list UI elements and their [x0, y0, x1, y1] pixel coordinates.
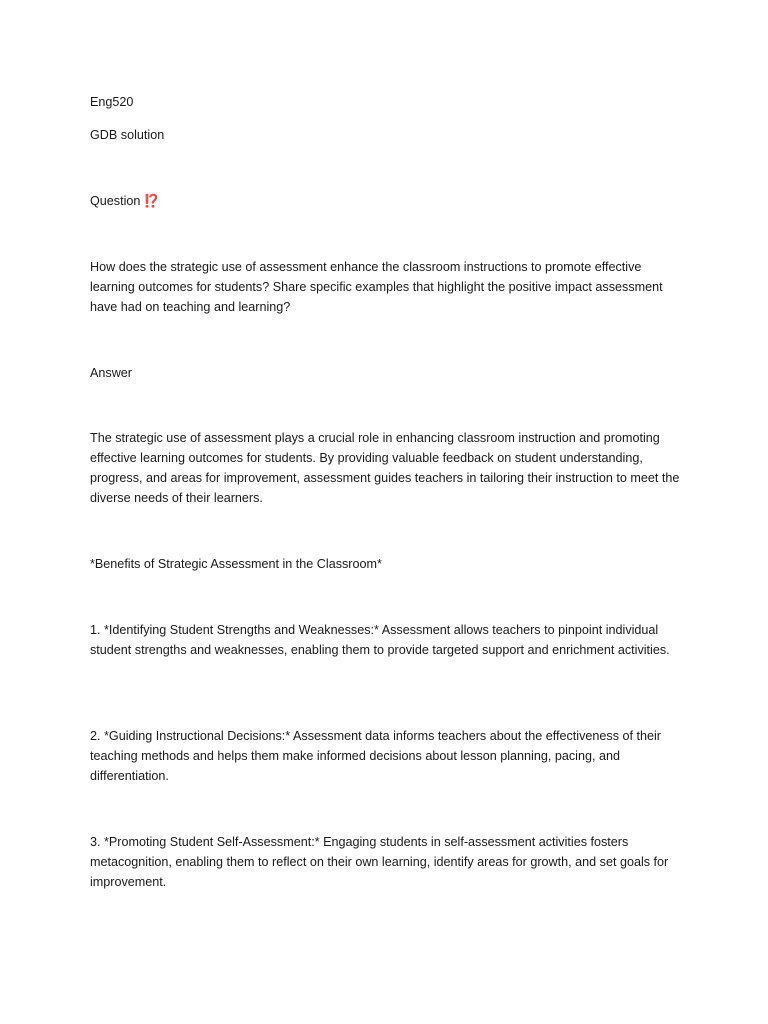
course-code: Eng520 — [90, 95, 134, 109]
question-heading: Question ⁉️ — [90, 194, 160, 208]
benefit-point-2: 2. *Guiding Instructional Decisions:* Assessment data informs teachers about the effectiveness of their teaching methods and helps them make informed decisions about lesson planning, pacing, and differentiation. — [90, 729, 661, 783]
answer-intro-paragraph: The strategic use of assessment plays a crucial role in enhancing classroom instruction and promoting effective learning outcomes for students. By providing valuable feedback on student understanding, progress, and areas for improvement, assessment guides teachers in tailoring their instruction to meet the diverse needs of their learners. — [90, 431, 680, 505]
document-subtitle: GDB solution — [90, 128, 165, 142]
question-text: How does the strategic use of assessment enhance the classroom instructions to promote effective learning outcomes for students? Share specific examples that highlight the positive impact assessment have had on teaching and learning? — [90, 260, 663, 314]
benefits-heading: *Benefits of Strategic Assessment in the Classroom* — [90, 557, 382, 571]
benefit-point-1: 1. *Identifying Student Strengths and Weaknesses:* Assessment allows teachers to pinpoint individual student strengths and weaknesses, enabling them to provide targeted support and enrichment activities. — [90, 623, 670, 657]
benefit-point-3: 3. *Promoting Student Self-Assessment:* Engaging students in self-assessment activities fosters metacognition, enabling them to reflect on their own learning, identify areas for growth, and set goals for improvement. — [90, 835, 669, 889]
answer-heading: Answer — [90, 366, 132, 380]
